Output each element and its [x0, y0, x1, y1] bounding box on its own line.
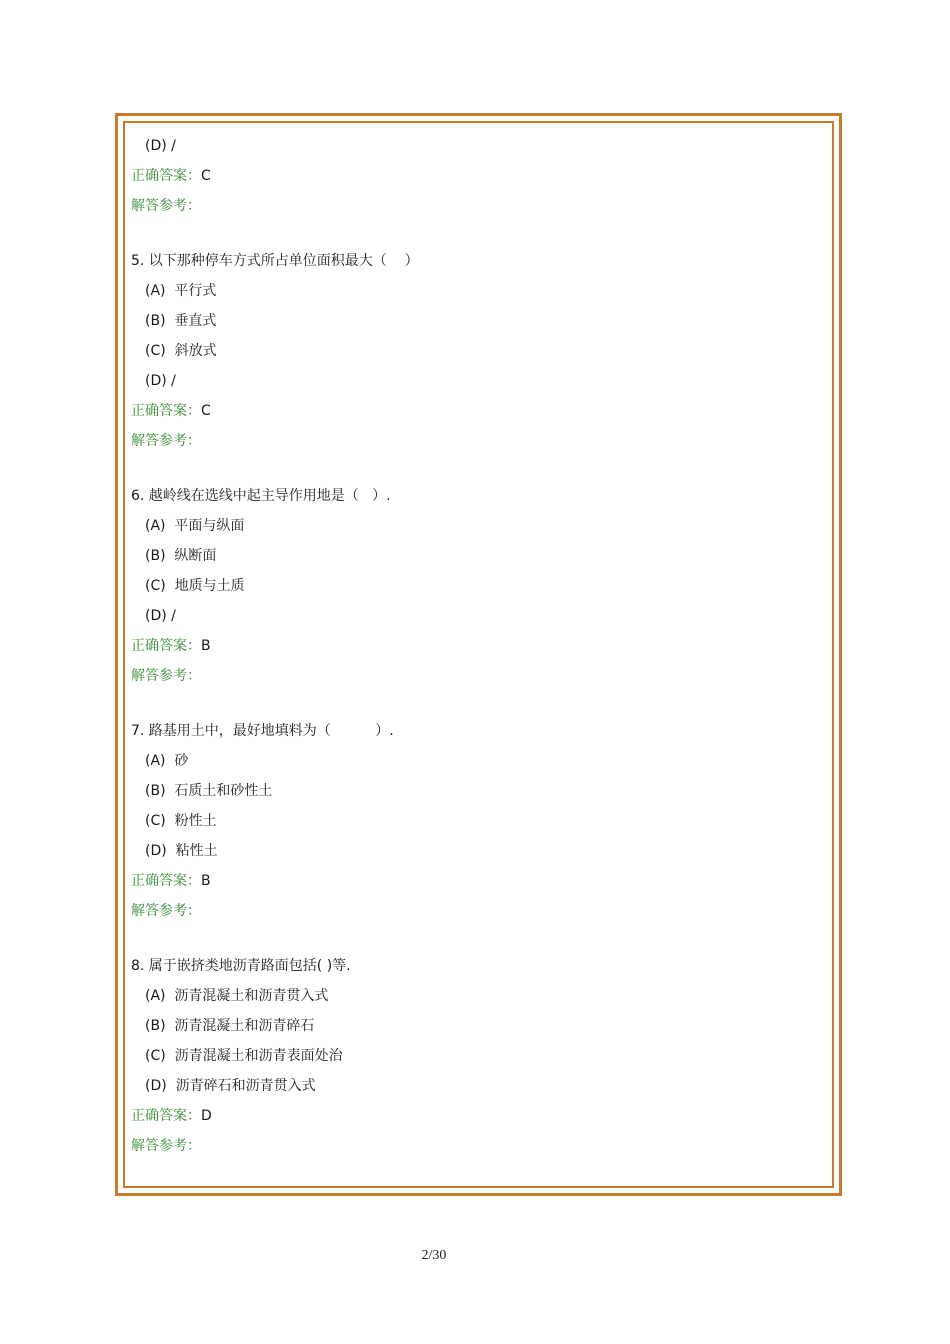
correct-answer [131, 1101, 821, 1131]
answer-value: B [201, 873, 211, 889]
question-stem: 7. 路基用土中，最好地填料为（ ）. [131, 723, 394, 739]
option-d: (D) / [145, 608, 176, 624]
option-b: (B) 垂直式 [145, 313, 217, 329]
correct-answer [131, 866, 821, 896]
page-number: 2/30 [421, 1248, 447, 1263]
option-d: (D) / [145, 373, 176, 389]
answer-value: C [201, 403, 211, 419]
option-d: (D) 粘性土 [145, 843, 218, 859]
prev-answer [131, 161, 821, 191]
question-list [131, 131, 821, 1161]
option-b: (B) 石质土和砂性土 [145, 783, 273, 799]
answer-reference: 解答参考： [131, 668, 201, 684]
question-stem: 5. 以下那种停车方式所占单位面积最大（ ） [131, 253, 419, 269]
question-stem: 6. 越岭线在选线中起主导作用地是（ ）. [131, 488, 391, 504]
option-c: (C) 粉性土 [145, 813, 217, 829]
answer-label: 正确答案： [131, 1108, 201, 1124]
prev-option-d: (D) / [145, 138, 176, 154]
question-stem: 8. 属于嵌挤类地沥青路面包括( )等. [131, 958, 351, 974]
option-a: (A) 平行式 [145, 283, 217, 299]
answer-value: D [201, 1108, 212, 1124]
answer-reference: 解答参考： [131, 433, 201, 449]
answer-value: B [201, 638, 211, 654]
option-b: (B) 纵断面 [145, 548, 217, 564]
answer-reference: 解答参考： [131, 903, 201, 919]
option-a: (A) 平面与纵面 [145, 518, 245, 534]
answer-label: 正确答案： [131, 403, 201, 419]
option-c: (C) 沥青混凝土和沥青表面处治 [145, 1048, 343, 1064]
option-d: (D) 沥青碎石和沥青贯入式 [145, 1078, 316, 1094]
answer-label: 正确答案： [131, 168, 201, 184]
answer-label: 正确答案： [131, 873, 201, 889]
question-7 [131, 716, 821, 926]
option-a: (A) 沥青混凝土和沥青贯入式 [145, 988, 329, 1004]
option-b: (B) 沥青混凝土和沥青碎石 [145, 1018, 315, 1034]
correct-answer [131, 396, 821, 426]
correct-answer [131, 631, 821, 661]
option-c: (C) 地质与土质 [145, 578, 245, 594]
answer-value: C [201, 168, 211, 184]
question-6 [131, 481, 821, 691]
question-8 [131, 951, 821, 1161]
prev-reference: 解答参考： [131, 198, 201, 214]
answer-reference: 解答参考： [131, 1138, 201, 1154]
question-5 [131, 246, 821, 456]
answer-label: 正确答案： [131, 638, 201, 654]
option-a: (A) 砂 [145, 753, 189, 769]
option-c: (C) 斜放式 [145, 343, 217, 359]
